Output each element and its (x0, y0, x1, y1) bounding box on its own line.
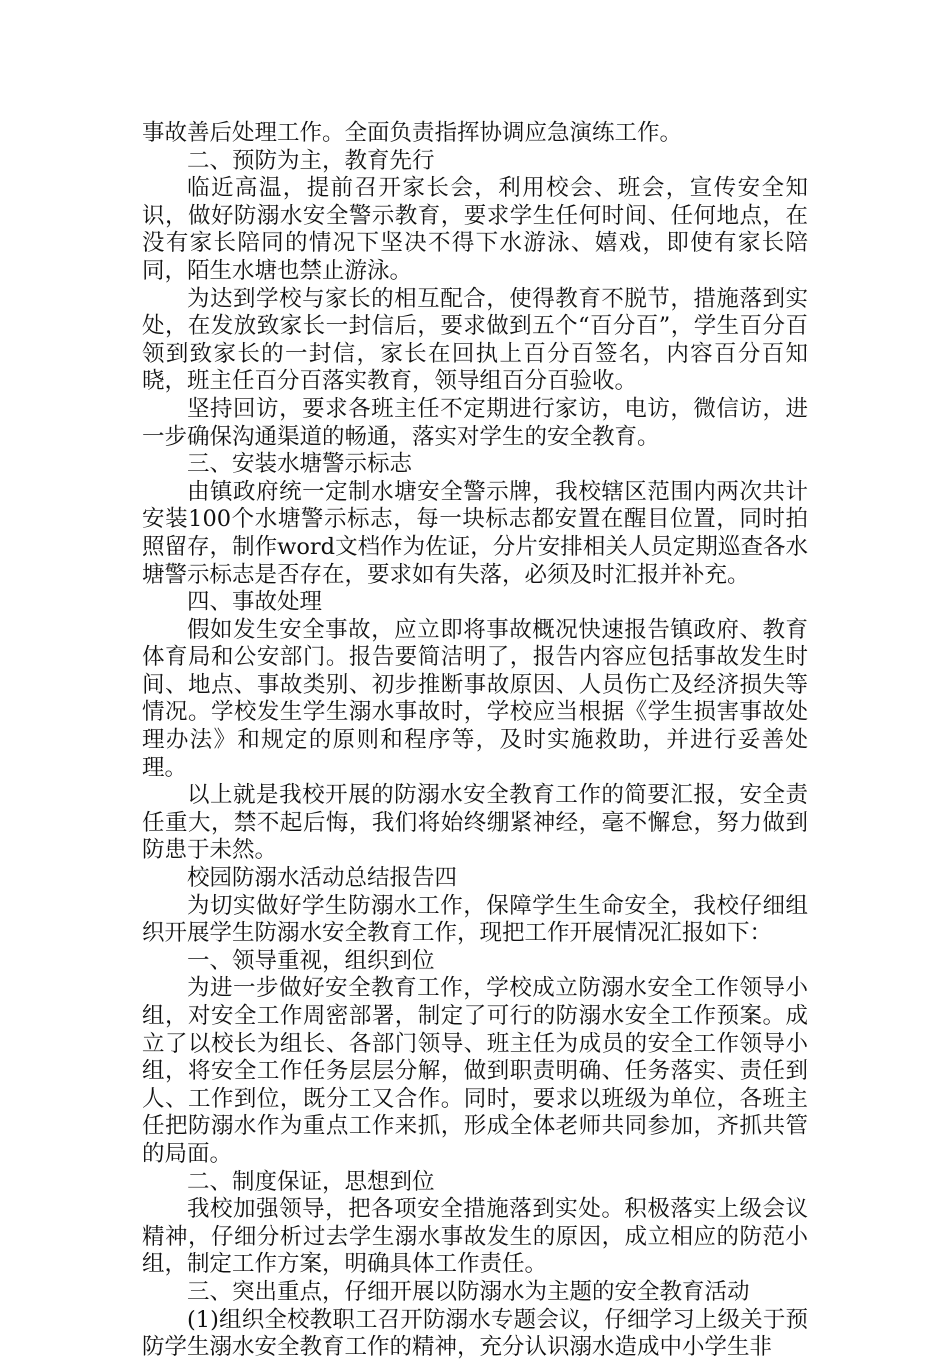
section-heading-prevention: 二、预防为主，教育先行 (187, 147, 435, 174)
paragraph: 由镇政府统一定制水塘安全警示牌，我校辖区范围内两次共计安装100个水塘警示标志，每一块标志都安置在醒目位置，同时拍照留存，制作word文档作为佐证，分片安排相关人员定期巡查各水塘警示标志是否存在，要求如有失落，必须及时汇报并补充。 (142, 478, 808, 588)
document-page (142, 120, 808, 1362)
paragraph: 坚持回访，要求各班主任不定期进行家访，电访，微信访，进一步确保沟通渠道的畅通，落实对学生的安全教育。 (142, 395, 808, 450)
section-heading-key-activities: 三、突出重点，仔细开展以防溺水为主题的安全教育活动 (187, 1278, 750, 1305)
paragraph: 为达到学校与家长的相互配合，使得教育不脱节，措施落到实处，在发放致家长一封信后，要求做到五个“百分百”，学生百分百领到致家长的一封信，家长在回执上百分百签名，内容百分百知晓，班主任百分百落实教育，领导组百分百验收。 (142, 285, 808, 395)
section-heading-leadership: 一、领导重视，组织到位 (187, 947, 435, 974)
report-title: 校园防溺水活动总结报告四 (187, 865, 458, 892)
section-heading-accident-handling: 四、事故处理 (187, 589, 323, 616)
paragraph: 临近高温，提前召开家长会，利用校会、班会，宣传安全知识，做好防溺水安全警示教育，要求学生任何时间、任何地点，在没有家长陪同的情况下坚决不得下水游泳、嬉戏，即使有家长陪同，陌生水塘也禁止游泳。 (142, 175, 808, 284)
section-heading-system: 二、制度保证，思想到位 (187, 1168, 435, 1195)
paragraph: 我校加强领导，把各项安全措施落到实处。积极落实上级会议精神，仔细分析过去学生溺水事故发生的原因，成立相应的防范小组，制定工作方案，明确具体工作责任。 (142, 1196, 808, 1278)
paragraph: 假如发生安全事故，应立即将事故概况快速报告镇政府、教育体育局和公安部门。报告要简洁明了，报告内容应包括事故发生时间、地点、事故类别、初步推断事故原因、人员伤亡及经济损失等情况。学校发生学生溺水事故时，学校应当根据《学生损害事故处理办法》和规定的原则和程序等，及时实施救助，并进行妥善处理。 (142, 616, 808, 781)
paragraph: (1)组织全校教职工召开防溺水专题会议，仔细学习上级关于预防学生溺水安全教育工作的精神，充分认识溺水造成中小学生非 (142, 1306, 808, 1361)
paragraph: 为切实做好学生防溺水工作，保障学生生命安全，我校仔细组织开展学生防溺水安全教育工作，现把工作开展情况汇报如下： (142, 892, 808, 947)
paragraph-continuation: 事故善后处理工作。全面负责指挥协调应急演练工作。 (142, 120, 683, 146)
section-heading-warning-signs: 三、安装水塘警示标志 (187, 451, 413, 478)
paragraph: 以上就是我校开展的防溺水安全教育工作的简要汇报，安全责任重大，禁不起后悔，我们将始终绷紧神经，毫不懈怠，努力做到防患于未然。 (142, 782, 808, 864)
paragraph: 为进一步做好安全教育工作，学校成立防溺水安全工作领导小组，对安全工作周密部署，制定了可行的防溺水安全工作预案。成立了以校长为组长、各部门领导、班主任为成员的安全工作领导小组，将安全工作任务层层分解，做到职责明确、任务落实、责任到人、工作到位，既分工又合作。同时，要求以班级为单位，各班主任把防溺水作为重点工作来抓，形成全体老师共同参加，齐抓共管的局面。 (142, 975, 808, 1167)
